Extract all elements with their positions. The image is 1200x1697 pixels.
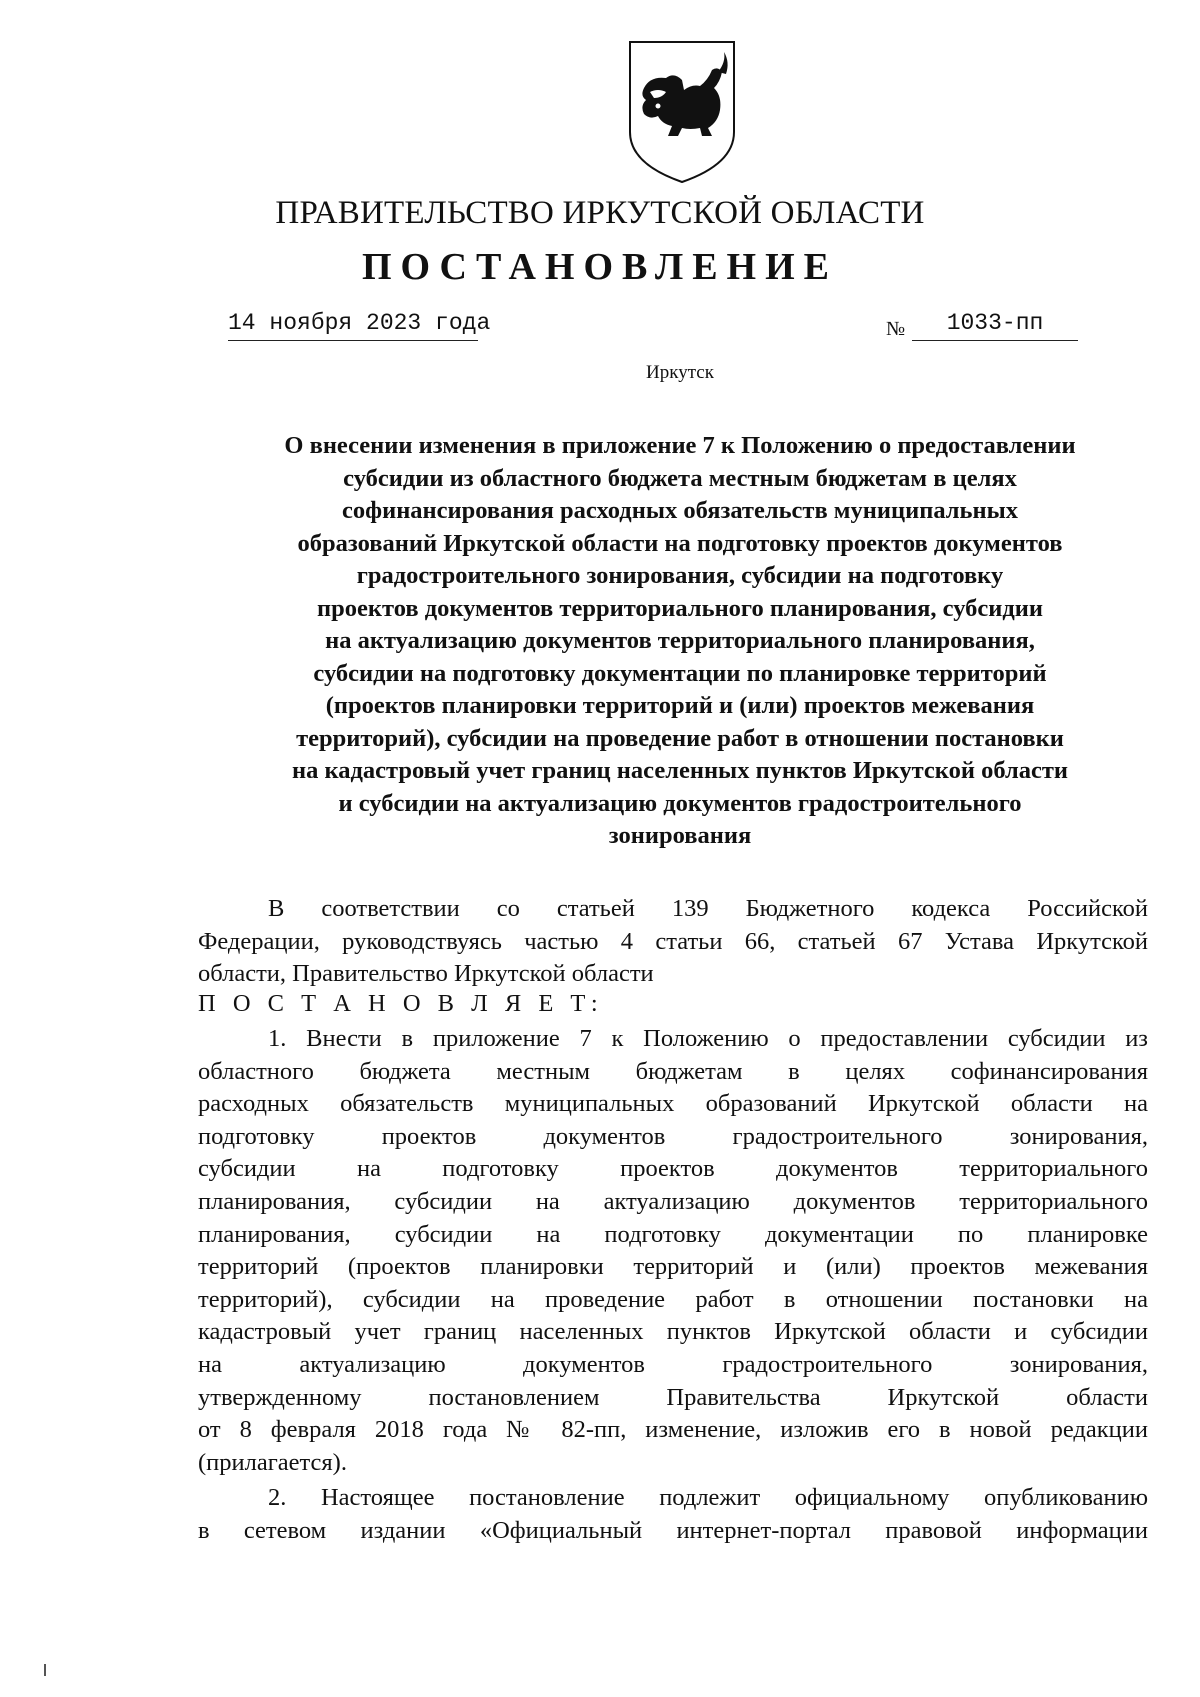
item-1-line: 1. Внести в приложение 7 к Положению о предоставлении субсидии из	[268, 1025, 1148, 1052]
title-line: субсидии на подготовку документации по планировке территорий	[313, 659, 1047, 687]
preamble-paragraph	[198, 893, 1148, 991]
item-2-paragraph	[198, 1482, 1148, 1547]
title-line: территорий), субсидии на проведение работ в отношении постановки	[296, 724, 1064, 752]
title-line: на кадастровый учет границ населенных пунктов Иркутской области	[292, 757, 1068, 784]
item-1-line: территорий), субсидии на проведение работ в отношении постановки на	[198, 1285, 1148, 1313]
coat-of-arms-icon	[622, 36, 742, 186]
item-1-line: расходных обязательств муниципальных образований Иркутской области на	[198, 1090, 1148, 1118]
item-1-line: подготовку проектов документов градостроительного зонирования,	[198, 1122, 1148, 1150]
document-number: 1033-пп	[912, 310, 1078, 341]
preamble-line: Федерации, руководствуясь частью 4 статьи 66, статьей 67 Устава Иркутской	[198, 927, 1148, 955]
document-title	[198, 430, 1162, 853]
item-2-line: в сетевом издании «Официальный интернет-портал правовой информации	[198, 1516, 1148, 1544]
item-1-line: на актуализацию документов градостроительного зонирования,	[198, 1350, 1148, 1378]
item-1-line: (прилагается).	[198, 1448, 347, 1476]
title-line: О внесении изменения в приложение 7 к Положению о предоставлении	[284, 432, 1076, 459]
preamble-line: В соответствии со статьей 139 Бюджетного кодекса Российской	[268, 895, 1148, 922]
title-line: градостроительного зонирования, субсидии на подготовку	[356, 562, 1004, 589]
item-1-line: от 8 февраля 2018 года № 82-пп, изменение, изложив его в новой редакции	[198, 1416, 1148, 1444]
preamble-line: области, Правительство Иркутской области	[198, 960, 654, 988]
title-line: и субсидии на актуализацию документов градостроительного	[338, 789, 1022, 817]
item-1-line: субсидии на подготовку проектов документов территориального	[198, 1155, 1148, 1183]
number-sign: №	[886, 318, 906, 340]
document-type: ПОСТАНОВЛЕНИЕ	[361, 246, 839, 288]
item-1-line: кадастровый учет границ населенных пунктов Иркутской области и субсидии	[198, 1318, 1148, 1346]
city-name: Иркутск	[646, 362, 714, 383]
organization-name: ПРАВИТЕЛЬСТВО ИРКУТСКОЙ ОБЛАСТИ	[275, 195, 925, 231]
item-1-line: планирования, субсидии на актуализацию документов территориального	[198, 1187, 1148, 1215]
title-line: софинансирования расходных обязательств муниципальных	[342, 497, 1018, 524]
title-line: на актуализацию документов территориального планирования,	[325, 627, 1035, 654]
resolves-heading: П О С Т А Н О В Л Я Е Т:	[198, 990, 604, 1017]
item-1-line: территорий (проектов планировки территорий и (или) проектов межевания	[198, 1253, 1148, 1281]
document-date: 14 ноября 2023 года	[228, 310, 478, 341]
title-line: субсидии из областного бюджета местным бюджетам в целях	[343, 464, 1017, 492]
scan-margin-mark	[44, 1664, 46, 1676]
item-1-line: областного бюджета местным бюджетам в целях софинансирования	[198, 1057, 1148, 1085]
title-line: образований Иркутской области на подготовку проектов документов	[297, 529, 1063, 557]
title-line: (проектов планировки территорий и (или) проектов межевания	[325, 692, 1035, 719]
item-2-line: 2. Настоящее постановление подлежит официальному опубликованию	[268, 1484, 1148, 1511]
title-line: проектов документов территориального планирования, субсидии	[317, 594, 1043, 622]
item-1-line: планирования, субсидии на подготовку документации по планировке	[198, 1220, 1148, 1248]
item-1-line: утвержденному постановлением Правительства Иркутской области	[198, 1383, 1148, 1411]
item-1-paragraph	[198, 1023, 1148, 1479]
title-line: зонирования	[608, 822, 752, 849]
